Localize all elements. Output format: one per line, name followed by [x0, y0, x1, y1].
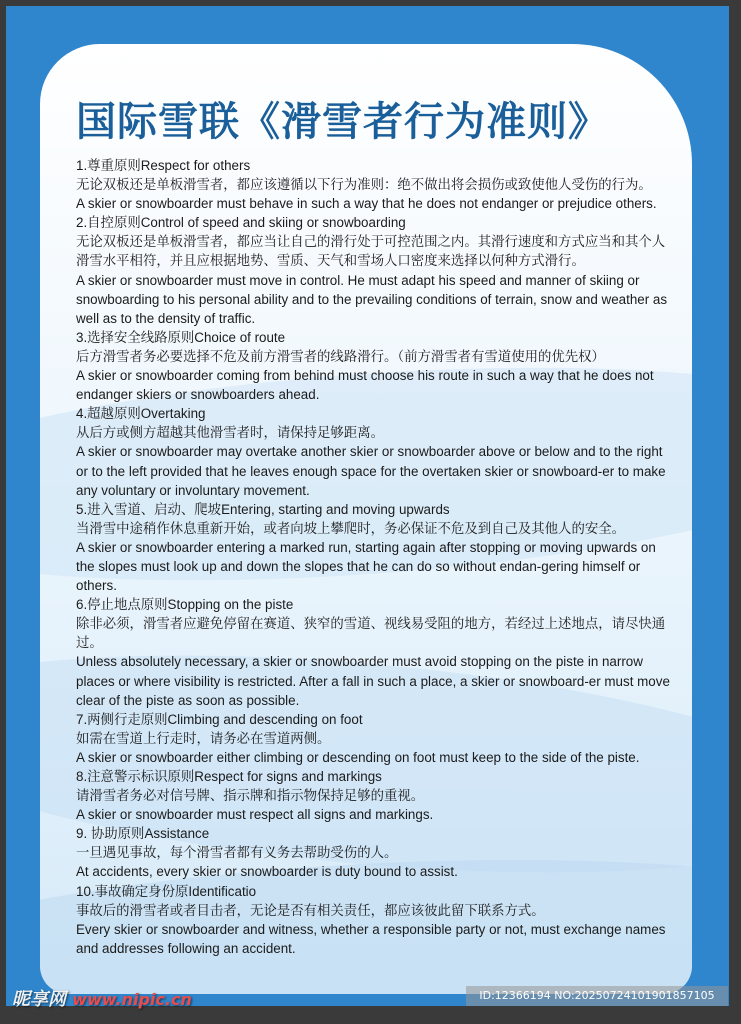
rule-english-text: At accidents, every skier or snowboarder is duty bound to assist. [76, 864, 458, 880]
rule-chinese-text: 从后方或侧方超越其他滑雪者时，请保持足够距离。 [76, 425, 384, 441]
rule-english-text: A skier or snowboarder may overtake another skier or snowboarder above or below and to the right or to the left provided that he leaves enough space for the overtaken skier or snowboard-er to make any voluntary or involuntary movement. [76, 444, 666, 498]
rule-chinese-text: 无论双板还是单板滑雪者，都应该遵循以下行为准则：绝不做出将会损伤或致使他人受伤的行为。 [76, 177, 652, 193]
rule-chinese-text: 当滑雪中途稍作休息重新开始，或者向坡上攀爬时，务必保证不危及到自己及其他人的安全。 [76, 520, 626, 536]
rule-chinese-text: 如需在雪道上行走时，请务必在雪道两侧。 [76, 730, 331, 746]
rule-english-text: A skier or snowboarder either climbing or descending on foot must keep to the side of the piste. [76, 749, 640, 765]
content-card [40, 44, 692, 994]
rule-heading: 5.进入雪道、启动、爬坡Entering, starting and moving upwards [76, 501, 450, 517]
rule-english-text: Every skier or snowboarder and witness, whether a responsible party or not, must exchange names and addresses following an accident. [76, 921, 666, 956]
watermark-url: www.nipic.cn [72, 990, 192, 1009]
rule-heading: 7.两侧行走原则Climbing and descending on foot [76, 711, 363, 727]
rule-heading: 4.超越原则Overtaking [76, 406, 206, 422]
rule-chinese-text: 无论双板还是单板滑雪者，都应当让自己的滑行处于可控范围之内。其滑行速度和方式应当和其个人滑雪水平相符，并且应根据地势、雪质、天气和雪场人口密度来选择以何种方式滑行。 [76, 234, 666, 269]
rule-heading: 3.选择安全线路原则Choice of route [76, 329, 286, 345]
rule-english-text: A skier or snowboarder must respect all signs and markings. [76, 807, 434, 823]
rule-chinese-text: 请滑雪者务必对信号牌、指示牌和指示物保持足够的重视。 [76, 788, 425, 804]
watermark-logo [12, 985, 192, 1011]
rule-heading: 8.注意警示标识原则Respect for signs and markings [76, 769, 382, 784]
rule-english-text: A skier or snowboarder must behave in such a way that he does not endanger or prejudice others. [76, 196, 657, 212]
rule-chinese-text: 后方滑雪者务必要选择不危及前方滑雪者的线路滑行。（前方滑雪者有雪道使用的优先权） [76, 348, 605, 364]
rule-english-text: A skier or snowboarder coming from behind must choose his route in such a way that he does not endanger skiers or snowboarders ahead. [76, 368, 654, 403]
rule-heading: 9. 协助原则Assistance [76, 826, 210, 842]
poster-background [6, 6, 729, 1006]
rule-heading: 2.自控原则Control of speed and skiing or snowboarding [76, 215, 406, 231]
rule-english-text: A skier or snowboarder entering a marked run, starting again after stopping or moving upwards on the slopes must look up and down the slopes that he can do so without endan-gering himself or others. [76, 539, 656, 594]
rule-heading: 6.停止地点原则Stopping on the piste [76, 597, 294, 613]
watermark-id: ID:12366194 NO:20250724101901857105 [466, 986, 728, 1006]
rule-english-text: Unless absolutely necessary, a skier or snowboarder must avoid stopping on the piste in narrow places or where visibility is restricted. After a fall in such a place, a skier or snowboard-er must move clear of the piste as soon as possible. [76, 654, 670, 708]
rule-heading: 1.尊重原则Respect for others [76, 158, 251, 173]
rules-list [76, 156, 676, 958]
rule-chinese-text: 事故后的滑雪者或者目击者，无论是否有相关责任，都应该彼此留下联系方式。 [76, 902, 545, 918]
rule-chinese-text: 一旦遇见事故，每个滑雪者都有义务去帮助受伤的人。 [76, 845, 398, 861]
page-title: 国际雪联《滑雪者行为准则》 [76, 99, 609, 145]
rule-english-text: A skier or snowboarder must move in control. He must adapt his speed and manner of skiing or snowboarding to his personal ability and to the prevailing conditions of terrain, snow and weather as well as to the density of traffic. [76, 272, 668, 326]
watermark-logo-text: 昵享网 [12, 989, 66, 1010]
rule-chinese-text: 除非必须，滑雪者应避免停留在赛道、狭窄的雪道、视线易受阻的地方，若经过上述地点，请尽快通过。 [76, 616, 666, 651]
rule-heading: 10.事故确定身份原Identificatio [76, 883, 257, 899]
